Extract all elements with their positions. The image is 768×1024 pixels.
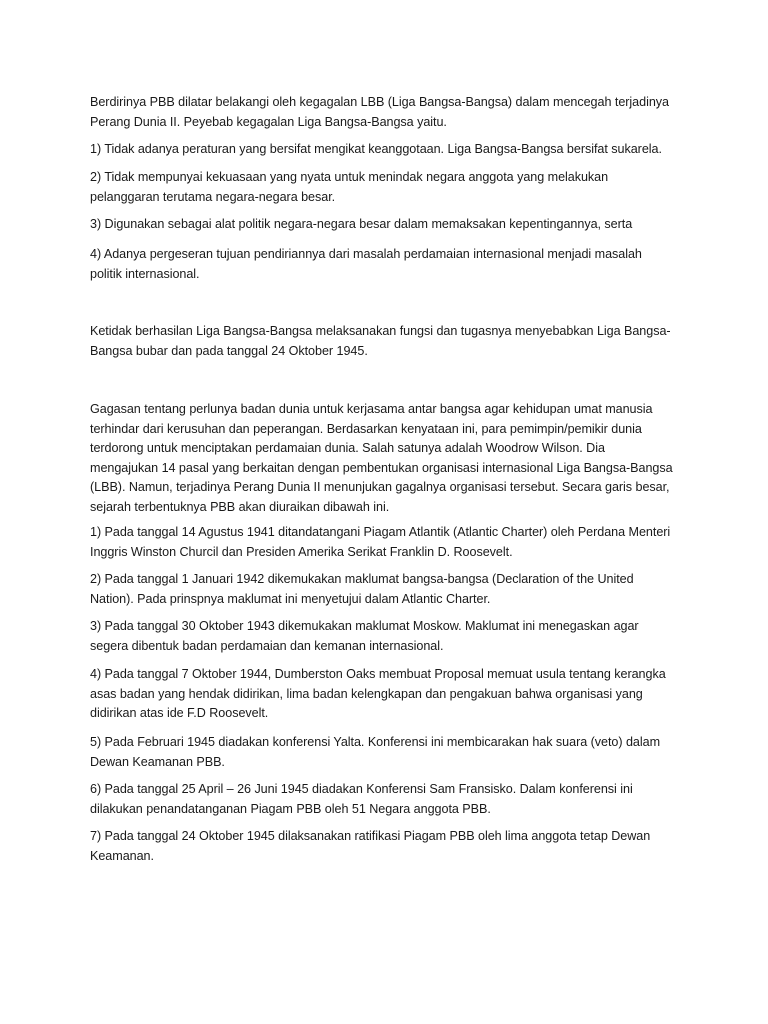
background-paragraph: Gagasan tentang perlunya badan dunia untuk kerjasama antar bangsa agar kehidupan umat manusia terhindar dari kerusuhan dan peperangan. Berdasarkan kenyataan ini, para pemimpin/pemikir dunia terdorong untuk menciptakan perdamaian dunia. Salah satunya adalah Woodrow Wilson. Dia mengajukan 14 pasal yang berkaitan dengan pembentukan organisasi internasional Liga Bangsa-Bangsa (LBB). Namun, terjadinya Perang Dunia II menunjukan gagalnya organisasi tersebut. Secara garis besar, sejarah terbentuknya PBB akan diuraikan dibawah ini.: [90, 402, 673, 514]
cause-item-1: 1) Tidak adanya peraturan yang bersifat mengikat keanggotaan. Liga Bangsa-Bangsa bersifat sukarela.: [90, 142, 662, 156]
history-item-4: 4) Pada tanggal 7 Oktober 1944, Dumberston Oaks membuat Proposal memuat usula tentang kerangka asas badan yang hendak didirikan, lima badan kelengkapan dan pengakuan bahwa organisasi yang didirikan atas ide F.D Roosevelt.: [90, 667, 666, 720]
intro-paragraph: Berdirinya PBB dilatar belakangi oleh kegagalan LBB (Liga Bangsa-Bangsa) dalam mencegah terjadinya Perang Dunia II. Peyebab kegagalan Liga Bangsa-Bangsa yaitu.: [90, 95, 669, 129]
history-item-6: 6) Pada tanggal 25 April – 26 Juni 1945 diadakan Konferensi Sam Fransisko. Dalam konferensi ini dilakukan penandatanganan Piagam PBB oleh 51 Negara anggota PBB.: [90, 782, 633, 816]
history-item-1: 1) Pada tanggal 14 Agustus 1941 ditandatangani Piagam Atlantik (Atlantic Charter) oleh Perdana Menteri Inggris Winston Churcil dan Presiden Amerika Serikat Franklin D. Roosevelt.: [90, 525, 671, 559]
history-item-3: 3) Pada tanggal 30 Oktober 1943 dikemukakan maklumat Moskow. Maklumat ini menegaskan agar segera dibentuk badan perdamaian dan kemanan internasional.: [90, 619, 639, 653]
cause-item-3: 3) Digunakan sebagai alat politik negara-negara besar dalam memaksakan kepentingannya, serta: [90, 217, 633, 231]
history-item-5: 5) Pada Februari 1945 diadakan konferensi Yalta. Konferensi ini membicarakan hak suara (veto) dalam Dewan Keamanan PBB.: [90, 735, 661, 769]
history-item-7: 7) Pada tanggal 24 Oktober 1945 dilaksanakan ratifikasi Piagam PBB oleh lima anggota tetap Dewan Keamanan.: [90, 829, 651, 863]
history-item-2: 2) Pada tanggal 1 Januari 1942 dikemukakan maklumat bangsa-bangsa (Declaration of the United Nation). Pada prinspnya maklumat ini menyetujui dalam Atlantic Charter.: [90, 572, 634, 606]
dissolution-paragraph: Ketidak berhasilan Liga Bangsa-Bangsa melaksanakan fungsi dan tugasnya menyebabkan Liga Bangsa- Bangsa bubar dan pada tanggal 24 Oktober 1945.: [90, 324, 671, 358]
cause-item-2: 2) Tidak mempunyai kekuasaan yang nyata untuk menindak negara anggota yang melakukan pelanggaran terutama negara-negara besar.: [90, 170, 609, 204]
cause-item-4: 4) Adanya pergeseran tujuan pendiriannya dari masalah perdamaian internasional menjadi masalah politik internasional.: [90, 247, 642, 281]
